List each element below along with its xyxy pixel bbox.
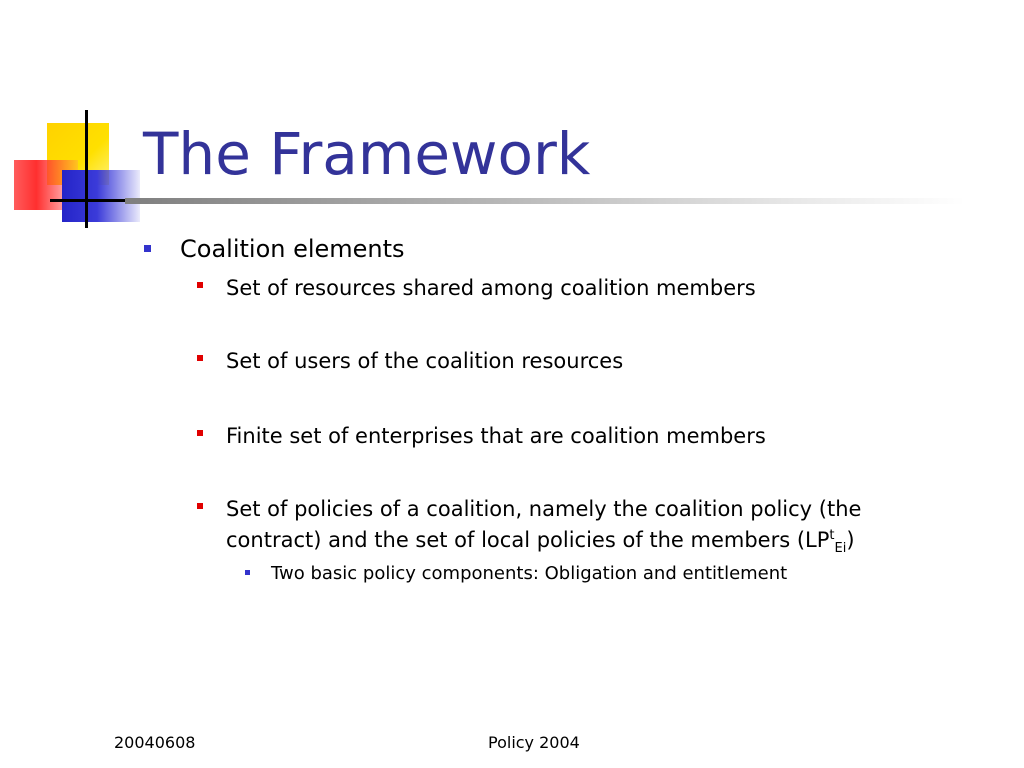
decorative-black-rule xyxy=(50,199,125,202)
bullet-main-text: Coalition elements xyxy=(180,235,405,263)
bullet-sub-3-text: Finite set of enterprises that are coalition members xyxy=(226,424,766,448)
square-bullet-icon xyxy=(197,503,203,509)
bullet-sub-4-child-text: Two basic policy components: Obligation and entitlement xyxy=(271,563,788,584)
title-underline-rule xyxy=(125,198,965,204)
bullet-sub-4-line-2 xyxy=(226,525,855,555)
square-bullet-icon xyxy=(144,245,151,252)
bullet-sub-2-text: Set of users of the coalition resources xyxy=(226,349,624,373)
footer-title: Policy 2004 xyxy=(488,733,580,752)
footer-date: 20040608 xyxy=(114,733,196,752)
square-bullet-icon xyxy=(245,570,250,575)
slide-title: The Framework xyxy=(143,120,591,188)
bullet-sub-4-suffix: ) xyxy=(846,528,855,552)
lp-superscript: t xyxy=(829,528,835,543)
lp-subscript: Ei xyxy=(834,541,847,557)
bullet-sub-4-line-2-prefix: contract) and the set of local policies of the members (LP xyxy=(226,528,830,552)
decorative-vertical-line xyxy=(85,110,88,228)
bullet-sub-4-line-1: Set of policies of a coalition, namely the coalition policy (the xyxy=(226,497,862,521)
square-bullet-icon xyxy=(197,355,203,361)
decorative-blue-bar xyxy=(62,170,140,222)
bullet-sub-1-text: Set of resources shared among coalition members xyxy=(226,276,756,300)
square-bullet-icon xyxy=(197,430,203,436)
square-bullet-icon xyxy=(197,282,203,288)
